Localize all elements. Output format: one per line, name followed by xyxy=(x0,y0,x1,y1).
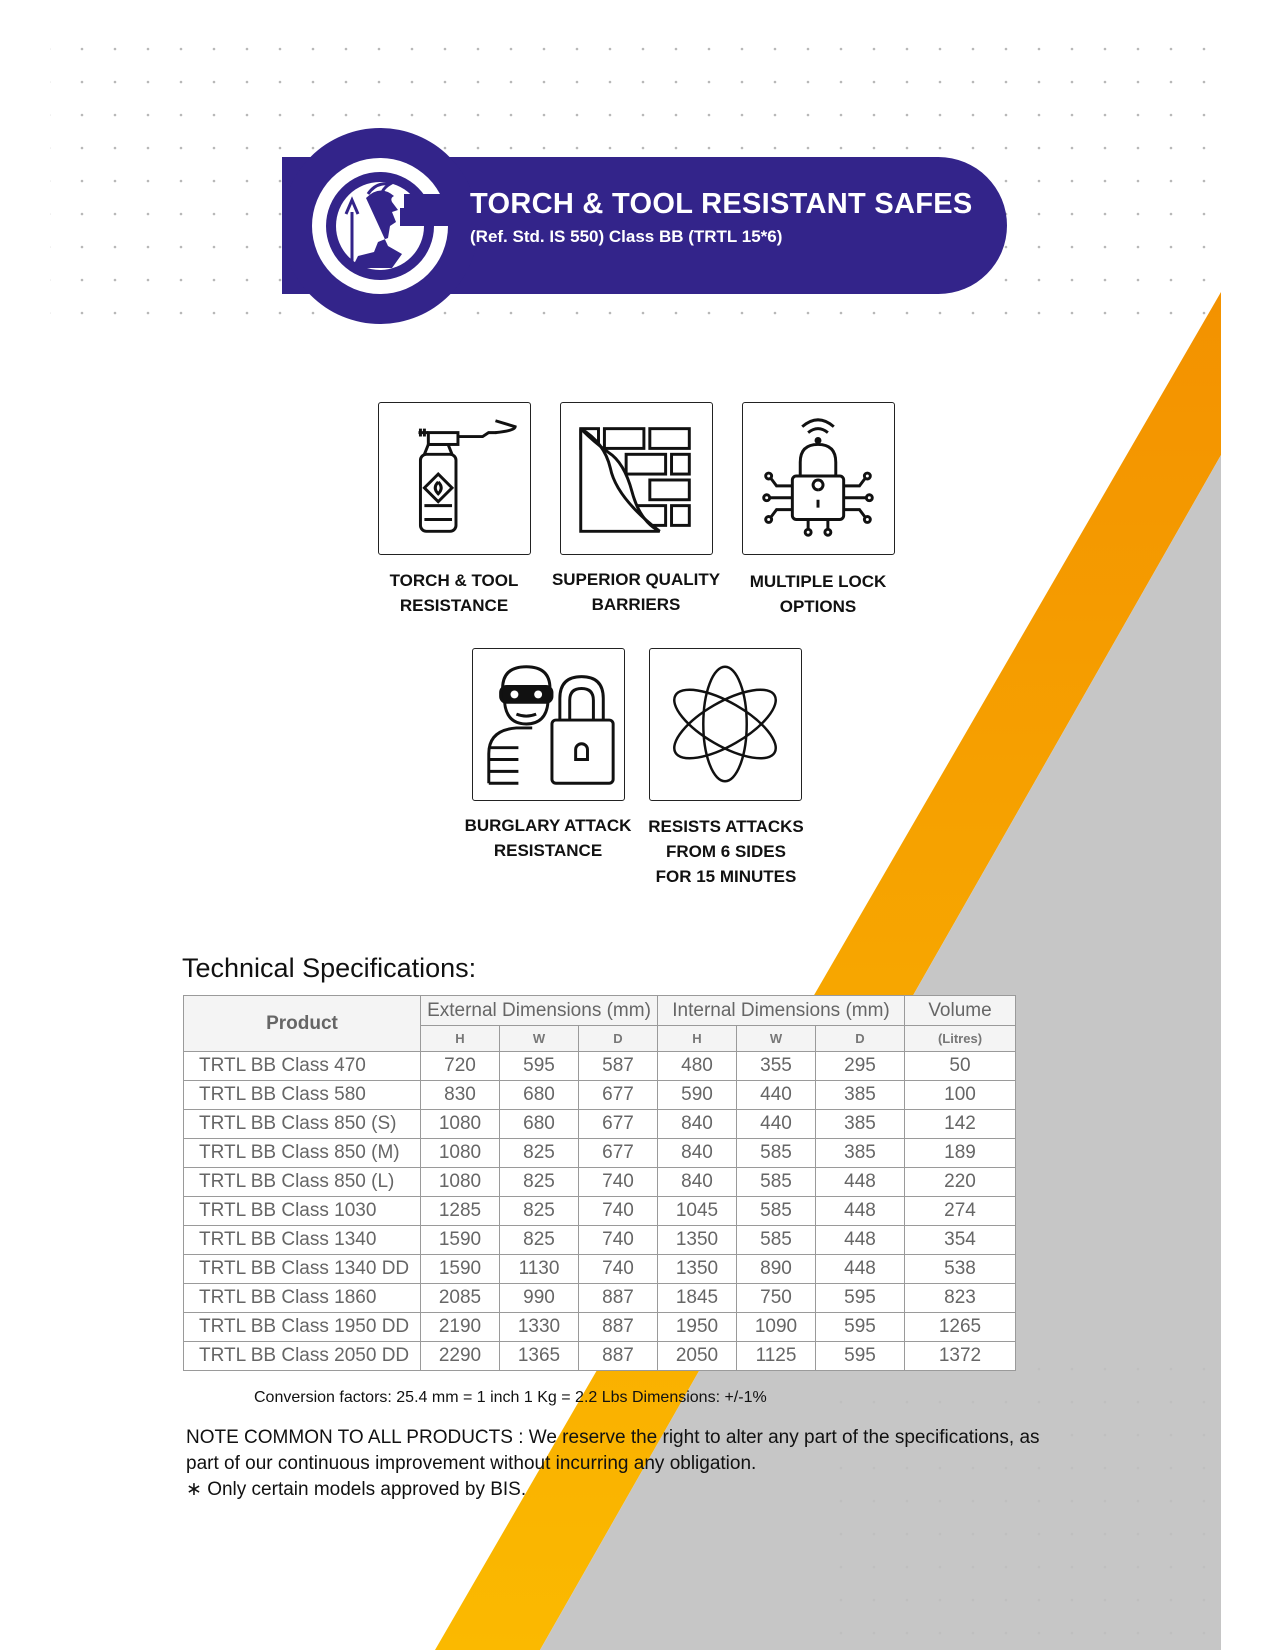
product-name-cell: TRTL BB Class 470 xyxy=(184,1052,421,1081)
table-cell: 2050 xyxy=(658,1342,737,1371)
blowtorch-icon xyxy=(379,403,530,554)
table-row xyxy=(184,1342,1016,1371)
volume-header: Volume xyxy=(905,996,1016,1026)
product-name-cell: TRTL BB Class 1950 DD xyxy=(184,1313,421,1342)
table-cell: 585 xyxy=(737,1168,816,1197)
table-cell: 385 xyxy=(816,1081,905,1110)
specs-title: Technical Specifications: xyxy=(182,953,477,983)
note-line: ∗ Only certain models approved by BIS. xyxy=(186,1479,527,1500)
table-cell: 1365 xyxy=(500,1342,579,1371)
table-cell: 740 xyxy=(579,1226,658,1255)
table-cell: 440 xyxy=(737,1081,816,1110)
product-name-cell: TRTL BB Class 580 xyxy=(184,1081,421,1110)
table-cell: 595 xyxy=(816,1313,905,1342)
burglar-lock-icon xyxy=(473,649,624,800)
table-cell: 1080 xyxy=(421,1110,500,1139)
table-cell: 840 xyxy=(658,1110,737,1139)
table-cell: 587 xyxy=(579,1052,658,1081)
table-cell: 220 xyxy=(905,1168,1016,1197)
table-cell: 100 xyxy=(905,1081,1016,1110)
external-dimensions-header: External Dimensions (mm) xyxy=(421,996,658,1026)
product-name-cell: TRTL BB Class 1860 xyxy=(184,1284,421,1313)
table-row xyxy=(184,1197,1016,1226)
table-cell: 585 xyxy=(737,1226,816,1255)
table-cell: 825 xyxy=(500,1168,579,1197)
product-name-cell: TRTL BB Class 1030 xyxy=(184,1197,421,1226)
table-cell: 887 xyxy=(579,1313,658,1342)
note-line: part of our continuous improvement without incurring any obligation. xyxy=(186,1453,757,1474)
feature-label-six-sides: RESISTS ATTACKS FROM 6 SIDES FOR 15 MINUTES xyxy=(648,817,804,886)
table-row xyxy=(184,1110,1016,1139)
table-cell: 538 xyxy=(905,1255,1016,1284)
table-row xyxy=(184,1255,1016,1284)
table-cell: 1950 xyxy=(658,1313,737,1342)
table-cell: 480 xyxy=(658,1052,737,1081)
table-cell: 840 xyxy=(658,1139,737,1168)
feature-label-barriers: SUPERIOR QUALITY BARRIERS xyxy=(551,570,721,614)
product-name-cell: TRTL BB Class 850 (S) xyxy=(184,1110,421,1139)
table-cell: 1330 xyxy=(500,1313,579,1342)
feature-tile-locks xyxy=(742,402,895,555)
table-row xyxy=(184,1284,1016,1313)
table-cell: 448 xyxy=(816,1168,905,1197)
table-cell: 142 xyxy=(905,1110,1016,1139)
table-cell: 680 xyxy=(500,1110,579,1139)
sub-header: H xyxy=(658,1026,737,1052)
sub-header: W xyxy=(737,1026,816,1052)
table-cell: 1372 xyxy=(905,1342,1016,1371)
smart-lock-icon xyxy=(743,403,894,554)
table-cell: 750 xyxy=(737,1284,816,1313)
table-cell: 2190 xyxy=(421,1313,500,1342)
table-cell: 830 xyxy=(421,1081,500,1110)
page-title: TORCH & TOOL RESISTANT SAFES xyxy=(470,188,973,220)
note-line: NOTE COMMON TO ALL PRODUCTS : We reserve the right to alter any part of the specifications, as xyxy=(186,1427,1040,1448)
table-cell: 1080 xyxy=(421,1139,500,1168)
sub-header: D xyxy=(579,1026,658,1052)
table-cell: 354 xyxy=(905,1226,1016,1255)
table-cell: 448 xyxy=(816,1255,905,1284)
table-cell: 677 xyxy=(579,1081,658,1110)
sub-header: D xyxy=(816,1026,905,1052)
table-cell: 1350 xyxy=(658,1255,737,1284)
table-cell: 823 xyxy=(905,1284,1016,1313)
table-cell: 740 xyxy=(579,1255,658,1284)
table-cell: 440 xyxy=(737,1110,816,1139)
table-cell: 595 xyxy=(500,1052,579,1081)
table-cell: 590 xyxy=(658,1081,737,1110)
feature-label-burglary: BURGLARY ATTACK RESISTANCE xyxy=(464,816,632,860)
table-cell: 1265 xyxy=(905,1313,1016,1342)
table-row xyxy=(184,1052,1016,1081)
sub-header: H xyxy=(421,1026,500,1052)
feature-label-locks: MULTIPLE LOCK OPTIONS xyxy=(749,572,887,616)
table-cell: 740 xyxy=(579,1168,658,1197)
table-cell: 274 xyxy=(905,1197,1016,1226)
product-name-cell: TRTL BB Class 2050 DD xyxy=(184,1342,421,1371)
table-cell: 595 xyxy=(816,1342,905,1371)
table-cell: 1590 xyxy=(421,1255,500,1284)
table-cell: 595 xyxy=(816,1284,905,1313)
feature-label-torch: TORCH & TOOL RESISTANCE xyxy=(389,571,519,615)
table-cell: 1845 xyxy=(658,1284,737,1313)
table-cell: 825 xyxy=(500,1139,579,1168)
table-row xyxy=(184,1168,1016,1197)
table-cell: 677 xyxy=(579,1110,658,1139)
table-cell: 189 xyxy=(905,1139,1016,1168)
table-cell: 1350 xyxy=(658,1226,737,1255)
table-cell: 448 xyxy=(816,1226,905,1255)
product-name-cell: TRTL BB Class 1340 xyxy=(184,1226,421,1255)
table-cell: 1285 xyxy=(421,1197,500,1226)
table-cell: 385 xyxy=(816,1110,905,1139)
feature-tile-torch xyxy=(378,402,531,555)
table-cell: 1080 xyxy=(421,1168,500,1197)
table-cell: 385 xyxy=(816,1139,905,1168)
table-row xyxy=(184,1081,1016,1110)
table-cell: 1125 xyxy=(737,1342,816,1371)
table-cell: 825 xyxy=(500,1197,579,1226)
warrior-logo-icon xyxy=(282,128,478,324)
table-cell: 1045 xyxy=(658,1197,737,1226)
table-cell: 585 xyxy=(737,1139,816,1168)
product-name-cell: TRTL BB Class 850 (L) xyxy=(184,1168,421,1197)
sub-header: W xyxy=(500,1026,579,1052)
table-row xyxy=(184,1226,1016,1255)
table-cell: 825 xyxy=(500,1226,579,1255)
table-cell: 720 xyxy=(421,1052,500,1081)
table-row xyxy=(184,1139,1016,1168)
specs-table xyxy=(183,995,1016,1371)
internal-dimensions-header: Internal Dimensions (mm) xyxy=(658,996,905,1026)
table-cell: 680 xyxy=(500,1081,579,1110)
feature-tile-barriers xyxy=(560,402,713,555)
table-cell: 990 xyxy=(500,1284,579,1313)
table-cell: 890 xyxy=(737,1255,816,1284)
specs-table-body xyxy=(184,1052,1016,1371)
table-cell: 1130 xyxy=(500,1255,579,1284)
sub-header: (Litres) xyxy=(905,1026,1016,1052)
table-cell: 50 xyxy=(905,1052,1016,1081)
table-cell: 840 xyxy=(658,1168,737,1197)
product-name-cell: TRTL BB Class 1340 DD xyxy=(184,1255,421,1284)
feature-tile-six-sides xyxy=(649,648,802,801)
table-cell: 740 xyxy=(579,1197,658,1226)
table-cell: 2290 xyxy=(421,1342,500,1371)
feature-tile-burglary xyxy=(472,648,625,801)
table-cell: 677 xyxy=(579,1139,658,1168)
note-block xyxy=(186,1425,1116,1503)
table-row xyxy=(184,1313,1016,1342)
conversion-factors: Conversion factors: 25.4 mm = 1 inch 1 Kg = 2.2 Lbs Dimensions: +/-1% xyxy=(254,1389,767,1406)
table-cell: 448 xyxy=(816,1197,905,1226)
table-cell: 887 xyxy=(579,1284,658,1313)
table-cell: 2085 xyxy=(421,1284,500,1313)
brick-wall-icon xyxy=(561,403,712,554)
table-cell: 887 xyxy=(579,1342,658,1371)
page-subtitle: (Ref. Std. IS 550) Class BB (TRTL 15*6) xyxy=(470,227,783,246)
atom-icon xyxy=(650,649,801,800)
table-cell: 1090 xyxy=(737,1313,816,1342)
table-cell: 1590 xyxy=(421,1226,500,1255)
table-cell: 355 xyxy=(737,1052,816,1081)
table-cell: 295 xyxy=(816,1052,905,1081)
product-name-cell: TRTL BB Class 850 (M) xyxy=(184,1139,421,1168)
table-cell: 585 xyxy=(737,1197,816,1226)
product-header: Product xyxy=(184,996,421,1052)
